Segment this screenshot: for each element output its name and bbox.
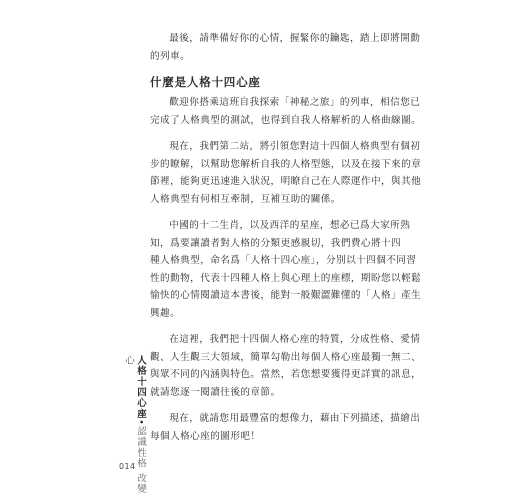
paragraph-line: 中國的十二生肖，以及西洋的星座，想必已爲大家所熟 — [169, 220, 411, 231]
paragraph — [150, 94, 420, 129]
paragraph — [150, 410, 420, 445]
paragraph — [150, 217, 420, 322]
paragraph-line: 現在，就請您用最豐富的想像力，藉由下列描述，描繪出 — [169, 413, 421, 424]
paragraph-line: 完成了人格典型的測試，也得到自我人格解析的人格曲線圖。 — [150, 114, 422, 126]
paragraph-line: 現在，我們第二站，將引領您對這十四個人格典型有個初 — [169, 141, 421, 152]
title-separator: • — [135, 419, 146, 427]
paragraph-line: 與眾不同的內涵與特色。當然，若您想要獲得更詳實的訊息， — [150, 369, 422, 380]
section-heading: 什麼是人格十四心座 — [150, 75, 261, 89]
paragraph-line: 就請您逐一閱讀往後的章節。 — [150, 386, 281, 398]
running-title — [122, 355, 146, 500]
paragraph-line: 步的瞭解，以幫助您解析自我的人格型態，以及在接下來的章 — [150, 158, 422, 170]
book-title: 人格十四心座 — [135, 355, 146, 420]
paragraph-line: 的列車。 — [150, 50, 191, 62]
paragraph-line: 觀、人生觀三大領域，簡單勾勒出每個人格心座最獨一無二、 — [150, 351, 422, 363]
paragraph-line: 在這裡，我們把十四個人格心座的特質，分成性格、愛情 — [169, 334, 421, 345]
paragraph-line: 性的動物，代表十四種人格上與心理上的座標，期盼您以輕鬆 — [150, 272, 422, 284]
paragraph-line: 人格典型有何相互牽制，互補互助的關係。 — [150, 193, 341, 205]
paragraph-line: 興趣。 — [150, 307, 181, 319]
paragraph-line: 歡迎你搭乘這班自我探索「神秘之旅」的列車，相信您已 — [169, 97, 421, 108]
intro-paragraph — [150, 30, 420, 65]
book-subtitle: 認識性格 改變心 — [123, 355, 146, 495]
body-text — [150, 30, 420, 454]
paragraph-line: 種人格典型，命名爲「人格十四心座」，分別以十四個不同習 — [150, 255, 417, 266]
paragraph-line: 知，爲要讓讀者對人格的分類更感親切，我們費心將十四 — [150, 237, 402, 249]
paragraph-line: 每個人格心座的圖形吧！ — [150, 430, 261, 442]
page-number: 014 — [119, 462, 136, 471]
paragraph — [150, 331, 420, 401]
paragraph-line: 節裡，能夠更迅速進入狀況，明瞭自己在人際運作中，與其他 — [150, 176, 422, 187]
paragraph-line: 最後，請準備好你的心情，握緊你的鑰匙，踏上即將開動 — [169, 33, 421, 44]
paragraph-line: 愉快的心情閱讀這本書後，能對一般艱澀難懂的「人格」產生 — [150, 290, 422, 301]
paragraph — [150, 138, 420, 208]
